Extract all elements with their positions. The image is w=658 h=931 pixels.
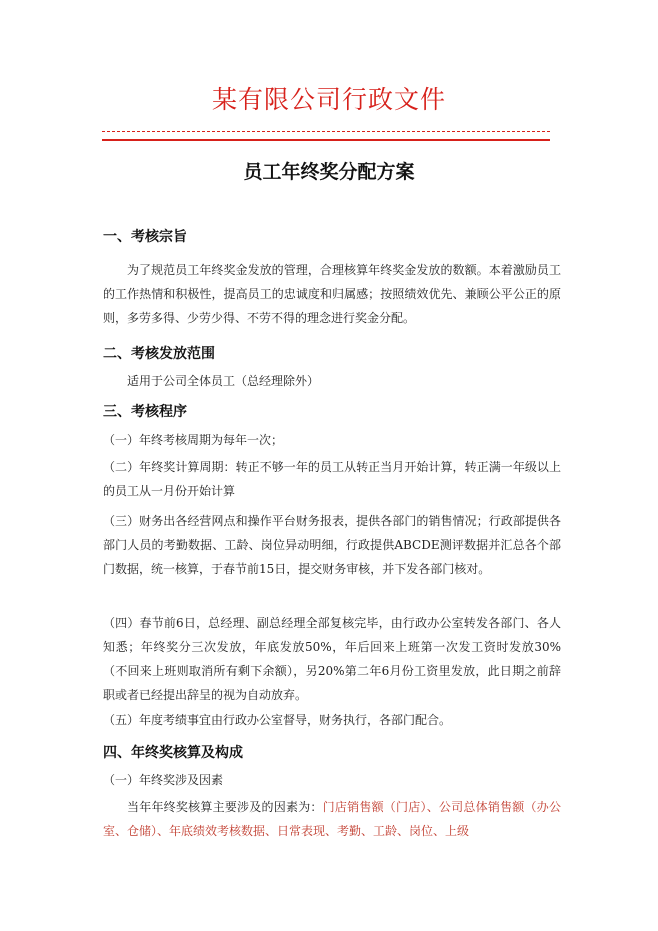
- procedure-item-4: （四）春节前6日，总经理、副总经理全部复核完毕，由行政办公室转发各部门、各人知悉；年终奖分三次发放，年底发放50%，年后回来上班第一次发工资时发放30%（不回来上班则取消所有剩下余额），另20%第二年6月份工资里发放，此日期之前辞职或者已经提出辞呈的视为自动放弃。: [103, 616, 561, 702]
- section-heading-scope: 二、考核发放范围: [103, 346, 215, 362]
- section-heading-purpose: 一、考核宗旨: [103, 229, 187, 245]
- procedure-item-2: （二）年终奖计算周期：转正不够一年的员工从转正当月开始计算，转正满一年级以上的员工从一月份开始计算: [103, 460, 561, 498]
- org-header-title: 某有限公司行政文件: [211, 85, 446, 114]
- header-dashed-rule: [102, 131, 550, 132]
- procedure-item-5: （五）年度考绩事宜由行政办公室督导，财务执行，各部门配合。: [103, 713, 452, 727]
- header-solid-rule: [102, 139, 550, 141]
- document-title: 员工年终奖分配方案: [243, 161, 415, 183]
- calculation-subheading: （一）年终奖涉及因素: [103, 773, 224, 787]
- factors-list: 门店销售额（门店）、公司总体销售额（办公室、仓储）、年底绩效考核数据、日常表现、考勤、工龄、岗位、上级: [103, 800, 561, 838]
- section-heading-calculation: 四、年终奖核算及构成: [103, 745, 243, 761]
- section-heading-procedure: 三、考核程序: [103, 404, 187, 420]
- procedure-item-1: （一）年终考核周期为每年一次；: [103, 433, 284, 447]
- factors-intro: 当年年终奖核算主要涉及的因素为：: [127, 800, 323, 814]
- section-purpose-paragraph: 为了规范员工年终奖金发放的管理，合理核算年终奖金发放的数额。本着激励员工的工作热情和积极性，提高员工的忠诚度和归属感；按照绩效优先、兼顾公平公正的原则，多劳多得、少劳少得、不劳不得的理念进行奖金分配。: [103, 263, 561, 325]
- section-scope-paragraph: 适用于公司全体员工（总经理除外）: [127, 374, 320, 388]
- procedure-item-3: （三）财务出各经营网点和操作平台财务报表，提供各部门的销售情况；行政部提供各部门人员的考勤数据、工龄、岗位异动明细，行政提供ABCDE测评数据并汇总各个部门数据，统一核算，于春节前15日，提交财务审核，并下发各部门核对。: [103, 514, 561, 576]
- factors-paragraph: [103, 795, 561, 843]
